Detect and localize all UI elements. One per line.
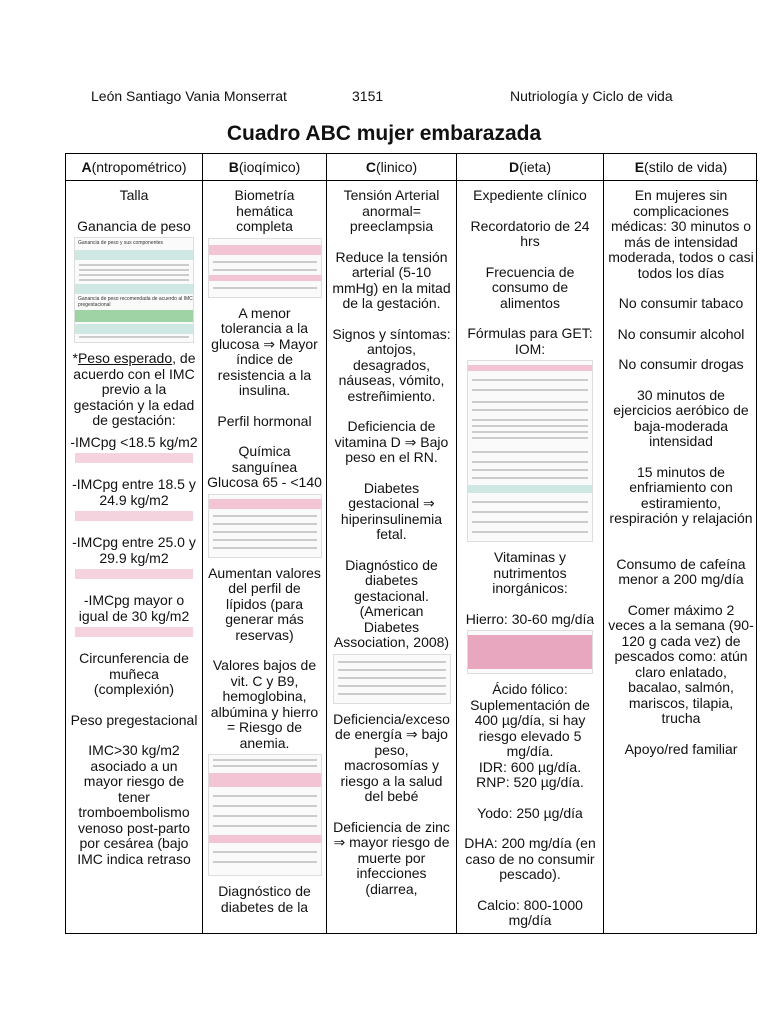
- deficiencia-zinc-text: Deficiencia de zinc ⇒ mayor riesgo de muerte por infecciones (diarrea,: [333, 818, 450, 897]
- idr-text: IDR: 600 µg/día.: [478, 758, 582, 775]
- formula-strip-2: [75, 511, 193, 521]
- deficiencia-vitamina-d-text: Deficiencia de vitamina D ⇒ Bajo peso en el RN.: [334, 418, 449, 465]
- student-number: 3151: [352, 88, 384, 104]
- quimica-table-image: [208, 494, 322, 558]
- imc-30-risk-text: IMC>30 kg/m2 asociado a un mayor riesgo de tener tromboembolismo venoso post-parto por cesárea (bajo IMC indica retraso: [77, 742, 191, 867]
- document-title: Cuadro ABC mujer embarazada: [226, 122, 542, 145]
- ganancia-text: Ganancia de peso: [77, 217, 191, 234]
- rnp-text: RNP: 520 µg/día.: [476, 774, 584, 790]
- diabetes-gestacional-text: Diabetes gestacional ⇒ hiperinsulinemia fetal.: [340, 479, 443, 542]
- column-a-header: A(ntropométrico): [66, 154, 202, 181]
- column-a-content: [66, 182, 202, 933]
- actividad-fisica-text: En mujeres sin complicaciones médicas: 30 minutos o más de intensidad moderada, todos o casi todos los días: [608, 187, 754, 281]
- alcohol-text: No consumir alcohol: [617, 325, 745, 342]
- biometria-table-image: [208, 238, 322, 298]
- column-d-header: D(ieta): [457, 154, 603, 181]
- column-e-content: [604, 182, 758, 933]
- column-c-header: C(linico): [327, 154, 456, 181]
- vitaminas-text: Vitaminas y nutrimentos inorgánicos:: [492, 549, 568, 596]
- calcio-text: Calcio: 800-1000 mg/día: [477, 896, 583, 928]
- anemia-table-image: [208, 754, 322, 876]
- column-c: [326, 154, 456, 933]
- diagnostico-diabetes-text: Diagnóstico de diabetes de la: [218, 883, 311, 915]
- column-d-content: [457, 182, 603, 933]
- column-e-header: E(stilo de vida): [604, 154, 758, 181]
- circunferencia-text: Circunferencia de muñeca (complexión): [79, 650, 189, 697]
- hierro-text: Hierro: 30-60 mg/día: [465, 610, 595, 627]
- lipidos-text: Aumentan valores del perfil de lípidos (para generar más reservas): [208, 564, 321, 643]
- formula-strip-1: [75, 453, 193, 463]
- get-formula-image: [467, 360, 593, 542]
- column-b-content: [203, 182, 326, 933]
- imc-normal-text: -IMCpg entre 18.5 y 24.9 kg/m2: [72, 476, 196, 508]
- quimica-sanguinea-text: Química sanguínea Glucosa 65 - <140: [207, 443, 322, 490]
- column-b: [202, 154, 326, 933]
- cafeina-text: Consumo de cafeína menor a 200 mg/día: [616, 555, 746, 587]
- acido-folico-text: Ácido fólico: Suplementación de 400 µg/día, si hay riesgo elevado 5 mg/día.: [470, 681, 590, 759]
- reduce-tension-text: Reduce la tensión arterial (5-10 mmHg) en la mitad de la gestación.: [332, 248, 451, 311]
- energia-text: Deficiencia/exceso de energía ⇒ bajo peso, macrosomías y riesgo a la salud del bebé: [333, 710, 450, 804]
- column-a: [66, 154, 202, 933]
- formulas-get-text: Fórmulas para GET: IOM:: [467, 325, 593, 357]
- formula-strip-3: [75, 569, 193, 579]
- peso-pregestacional-text: Peso pregestacional: [70, 711, 198, 728]
- column-b-header: B(ioqímico): [203, 154, 326, 181]
- apoyo-familiar-text: Apoyo/red familiar: [624, 740, 738, 757]
- tabaco-text: No consumir tabaco: [618, 295, 744, 311]
- enfriamiento-text: 15 minutos de enfriamiento con estiramiento, respiración y relajación: [609, 463, 753, 526]
- valores-bajos-text: Valores bajos de vit. C y B9, hemoglobina, albúmina y hierro = Riesgo de anemia.: [210, 657, 319, 751]
- recordatorio-text: Recordatorio de 24 hrs: [470, 217, 590, 249]
- weight-gain-table-image: Ganancia de peso y sus componentes Ganancia de peso recomendada de acuerdo al IMC pregestacional: [74, 237, 194, 343]
- column-d: [456, 154, 603, 933]
- iron-table-image: [467, 630, 593, 674]
- dha-text: DHA: 200 mg/día (en caso de no consumir pescado).: [464, 835, 596, 882]
- tolerancia-glucosa-text: A menor tolerancia a la glucosa ⇒ Mayor índice de resistencia a la insulina.: [211, 304, 318, 398]
- peso-esperado-text: *Peso esperado, de acuerdo con el IMC previo a la gestación y la edad de gestación:: [72, 350, 196, 428]
- biometria-text: Biometría hemática completa: [234, 187, 295, 234]
- drogas-text: No consumir drogas: [618, 356, 744, 372]
- column-c-content: [327, 182, 456, 933]
- signos-sintomas-text: Signos y síntomas: antojos, desagrados, náuseas, vómito, estreñimiento.: [332, 325, 451, 404]
- ejercicio-text: 30 minutos de ejercicios aeróbico de baja-moderada intensidad: [613, 386, 749, 449]
- course-name: Nutriología y Ciclo de vida: [510, 88, 673, 104]
- pescado-text: Comer máximo 2 veces a la semana (90-120 g cada vez) de pescados como: atún claro enlatado, bacalao, salmón, mariscos, tilapia, trucha: [608, 601, 754, 726]
- author-name: León Santiago Vania Monserrat: [91, 88, 287, 104]
- imc-overweight-text: -IMCpg entre 25.0 y 29.9 kg/m2: [72, 534, 196, 566]
- column-e: [603, 154, 758, 933]
- abc-table: [65, 153, 757, 934]
- formula-strip-4: [75, 627, 193, 637]
- yodo-text: Yodo: 250 µg/día: [477, 804, 583, 821]
- expediente-text: Expediente clínico: [473, 187, 587, 203]
- talla-text: Talla: [119, 187, 149, 203]
- imc-obese-text: -IMCpg mayor o igual de 30 kg/m2: [78, 592, 190, 624]
- diagnostico-ada-text: Diagnóstico de diabetes gestacional. (American Diabetes Association, 2008): [333, 556, 450, 650]
- tension-arterial-text: Tensión Arterial anormal= preeclampsia: [343, 187, 440, 234]
- imc-under-18-text: -IMCpg <18.5 kg/m2: [70, 433, 198, 450]
- diagnostic-criteria-image: [333, 654, 451, 704]
- perfil-hormonal-text: Perfil hormonal: [217, 412, 312, 429]
- frecuencia-text: Frecuencia de consumo de alimentos: [485, 263, 575, 311]
